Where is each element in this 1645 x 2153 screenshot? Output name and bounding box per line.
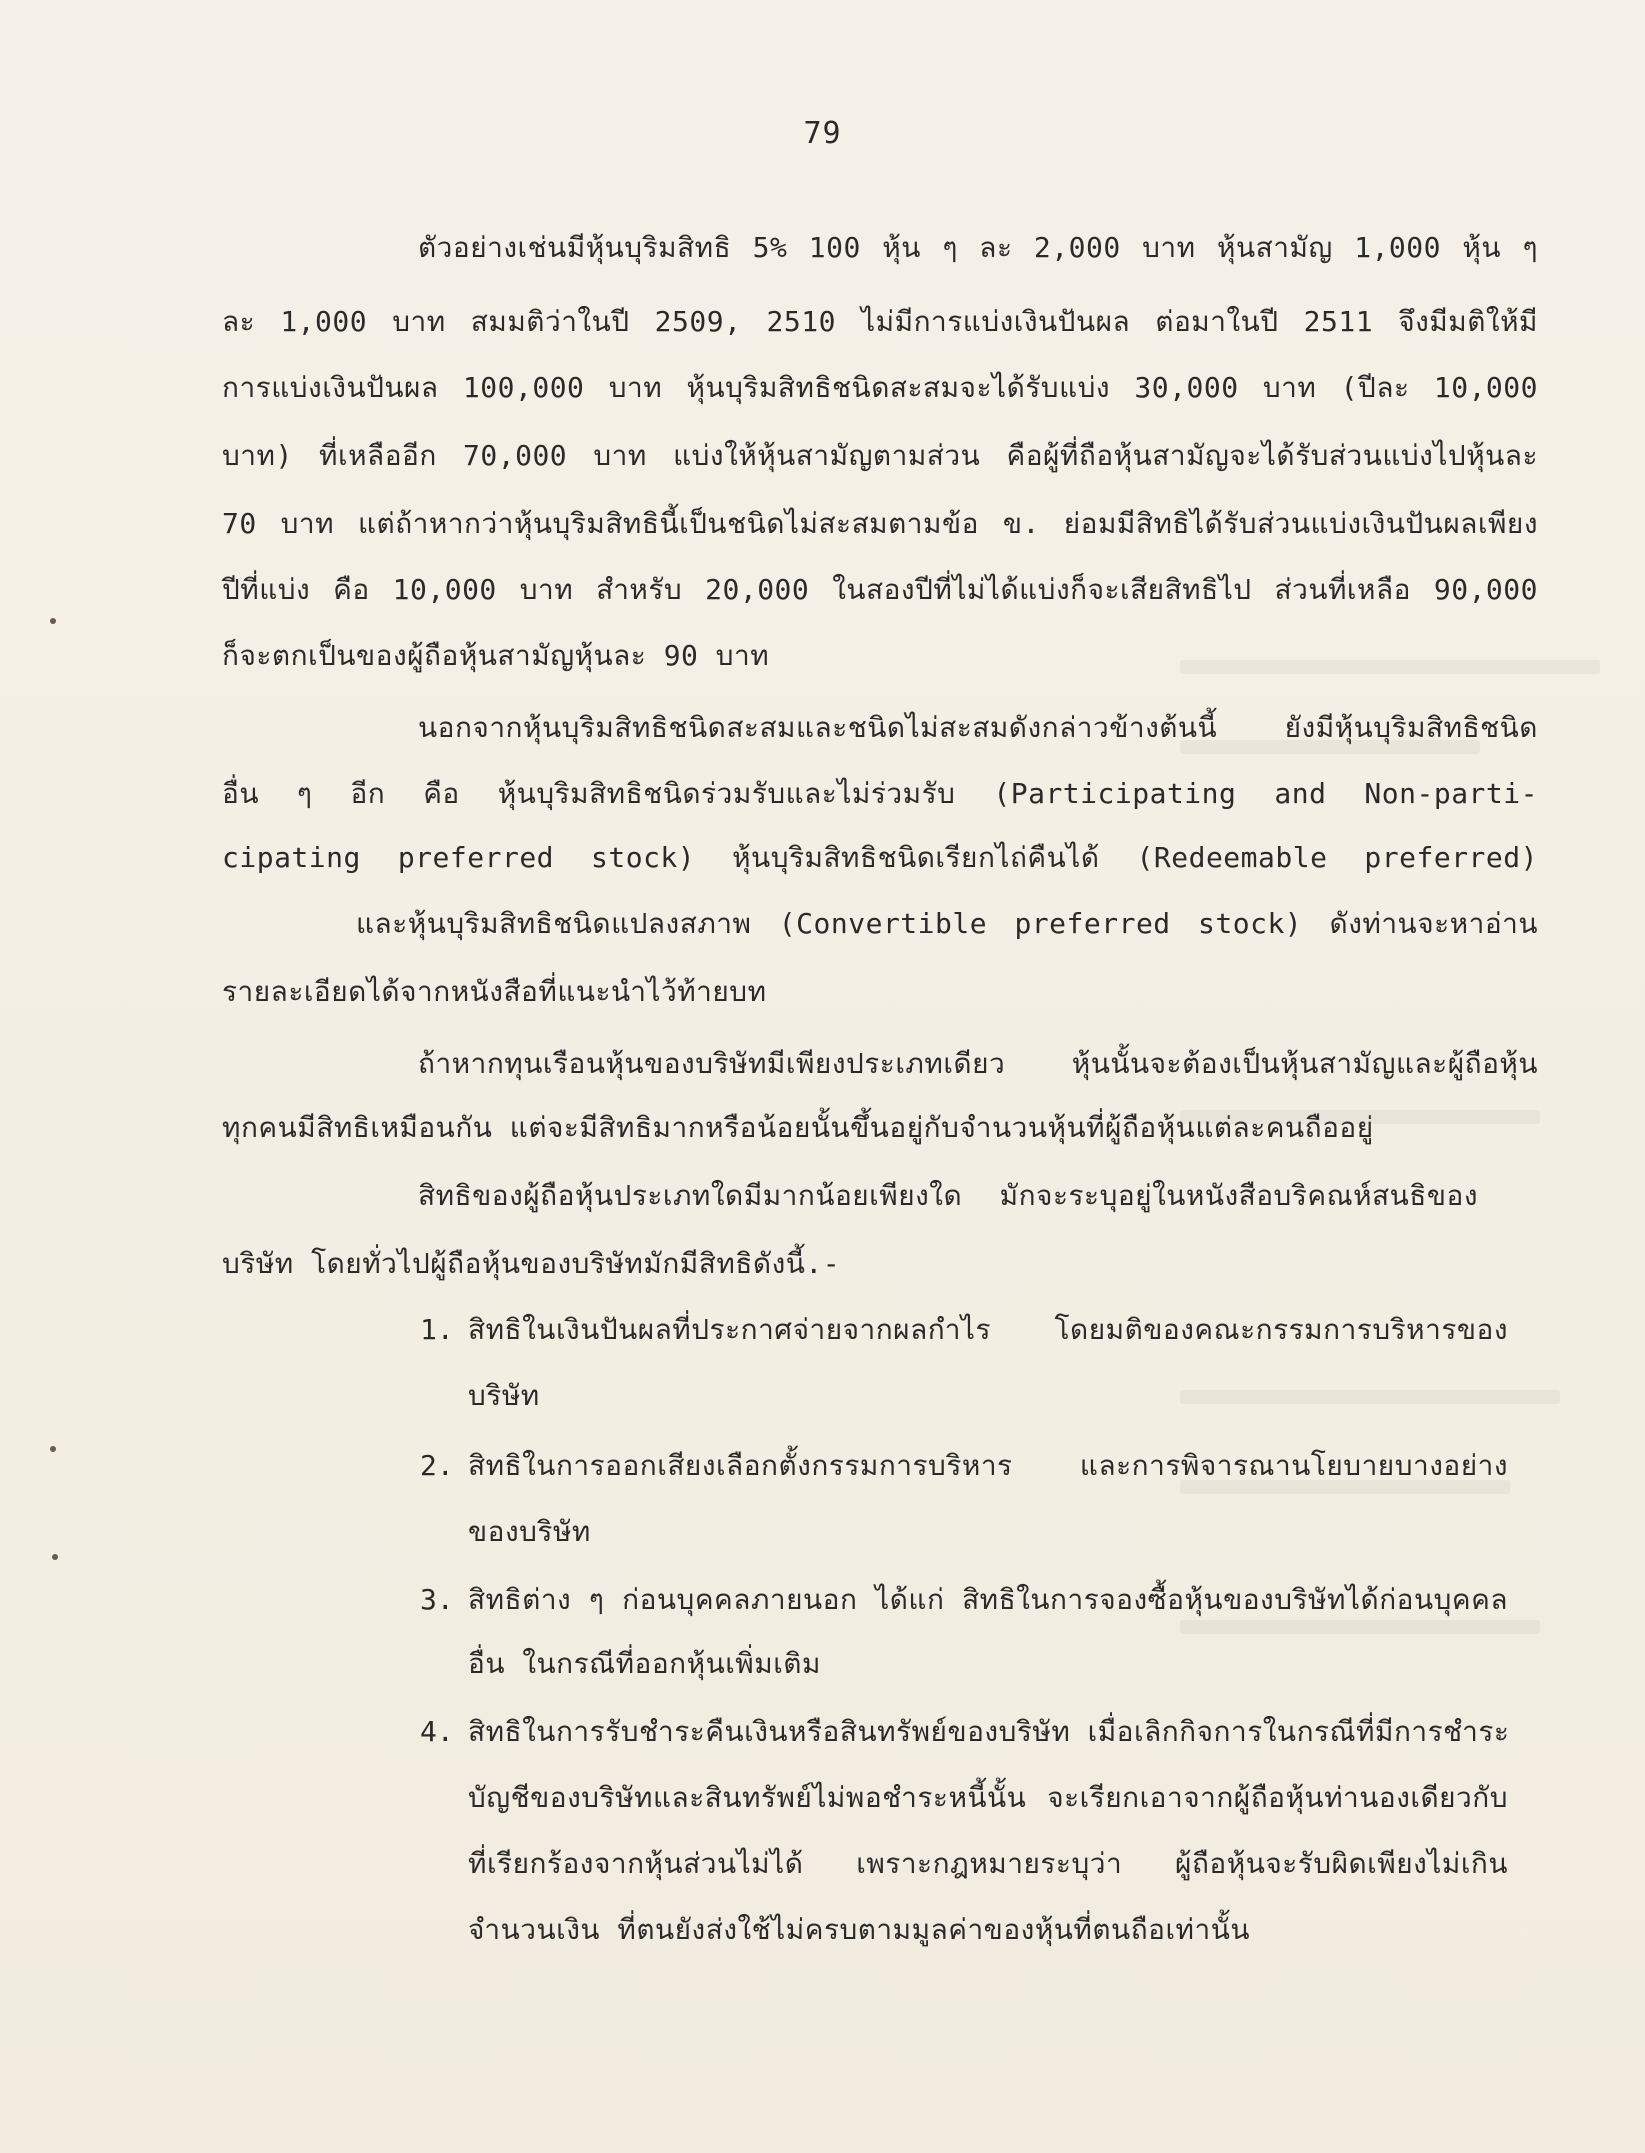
paragraph-1-line-2: ละ 1,000 บาท สมมติว่าในปี 2509, 2510 ไม่มีการแบ่งเงินปันผล ต่อมาในปี 2511 จึงมีมติให้มี <box>222 305 1538 338</box>
margin-mark <box>52 1554 58 1560</box>
list-item-3-line-1: สิทธิต่าง ๆ ก่อนบุคคลภายนอก ได้แก่ สิทธิในการจองซื้อหุ้นของบริษัทได้ก่อนบุคคล <box>468 1583 1508 1616</box>
list-item-4-line-4: จำนวนเงิน ที่ตนยังส่งใช้ไม่ครบตามมูลค่าของหุ้นที่ตนถือเท่านั้น <box>468 1913 1250 1946</box>
paragraph-2-line-5: รายละเอียดได้จากหนังสือที่แนะนำไว้ท้ายบท <box>222 975 767 1008</box>
bleed-through-shadow <box>1180 1390 1560 1404</box>
paragraph-1-line-6: ปีที่แบ่ง คือ 10,000 บาท สำหรับ 20,000 ในสองปีที่ไม่ได้แบ่งก็จะเสียสิทธิไป ส่วนที่เหลือ 90,000 <box>222 573 1538 606</box>
page-number: 79 <box>803 116 842 151</box>
paragraph-1-line-4: บาท) ที่เหลืออีก 70,000 บาท แบ่งให้หุ้นสามัญตามส่วน คือผู้ที่ถือหุ้นสามัญจะได้รับส่วนแบ่งไปหุ้นละ <box>222 439 1538 472</box>
bleed-through-shadow <box>1180 1620 1540 1634</box>
list-item-1-line-2: บริษัท <box>468 1379 540 1412</box>
list-item-3-number: 3. <box>420 1583 454 1616</box>
bleed-through-shadow <box>1180 740 1480 754</box>
paragraph-4-line-1: สิทธิของผู้ถือหุ้นประเภทใดมีมากน้อยเพียงใด มักจะระบุอยู่ในหนังสือบริคณห์สนธิของ <box>418 1179 1478 1212</box>
margin-mark <box>50 1446 56 1452</box>
paragraph-1-line-5: 70 บาท แต่ถ้าหากว่าหุ้นบุริมสิทธินี้เป็นชนิดไม่สะสมตามข้อ ข. ย่อมมีสิทธิได้รับส่วนแบ่งเงินปันผลเพียง <box>222 507 1538 540</box>
bleed-through-shadow <box>1180 1110 1540 1124</box>
list-item-1-line-1: สิทธิในเงินปันผลที่ประกาศจ่ายจากผลกำไร โดยมติของคณะกรรมการบริหารของ <box>468 1313 1508 1346</box>
list-item-2-line-1: สิทธิในการออกเสียงเลือกตั้งกรรมการบริหาร และการพิจารณานโยบายบางอย่าง <box>468 1449 1508 1482</box>
paragraph-1-line-7: ก็จะตกเป็นของผู้ถือหุ้นสามัญหุ้นละ 90 บาท <box>222 639 770 672</box>
bleed-through-shadow <box>1180 660 1600 674</box>
list-item-2-line-2: ของบริษัท <box>468 1515 591 1548</box>
paragraph-2-line-4: และหุ้นบุริมสิทธิชนิดแปลงสภาพ (Convertible preferred stock) ดังท่านจะหาอ่าน <box>356 907 1538 940</box>
paragraph-1-line-3: การแบ่งเงินปันผล 100,000 บาท หุ้นบุริมสิทธิชนิดสะสมจะได้รับแบ่ง 30,000 บาท (ปีละ 10,000 <box>222 371 1538 404</box>
paragraph-3-line-1: ถ้าหากทุนเรือนหุ้นของบริษัทมีเพียงประเภทเดียว หุ้นนั้นจะต้องเป็นหุ้นสามัญและผู้ถือหุ้น <box>418 1047 1538 1080</box>
list-item-3-line-2: อื่น ในกรณีที่ออกหุ้นเพิ่มเติม <box>468 1647 821 1680</box>
list-item-4-line-1: สิทธิในการรับชำระคืนเงินหรือสินทรัพย์ของบริษัท เมื่อเลิกกิจการในกรณีที่มีการชำระ <box>468 1715 1510 1748</box>
paragraph-2-line-1: นอกจากหุ้นบุริมสิทธิชนิดสะสมและชนิดไม่สะสมดังกล่าวข้างต้นนี้ ยังมีหุ้นบุริมสิทธิชนิด <box>418 711 1538 744</box>
list-item-4-number: 4. <box>420 1715 454 1748</box>
list-item-1-number: 1. <box>420 1313 454 1346</box>
paragraph-4-line-2: บริษัท โดยทั่วไปผู้ถือหุ้นของบริษัทมักมีสิทธิดังนี้.- <box>222 1247 841 1280</box>
paragraph-2-line-2: อื่น ๆ อีก คือ หุ้นบุริมสิทธิชนิดร่วมรับและไม่ร่วมรับ (Participating and Non-parti- <box>222 777 1538 810</box>
bleed-through-shadow <box>1180 1480 1510 1494</box>
list-item-4-line-2: บัญชีของบริษัทและสินทรัพย์ไม่พอชำระหนี้นั้น จะเรียกเอาจากผู้ถือหุ้นท่านองเดียวกับ <box>468 1781 1508 1814</box>
paragraph-3-line-2: ทุกคนมีสิทธิเหมือนกัน แต่จะมีสิทธิมากหรือน้อยนั้นขึ้นอยู่กับจำนวนหุ้นที่ผู้ถือหุ้นแต่ละคนถืออยู่ <box>222 1111 1374 1144</box>
list-item-2-number: 2. <box>420 1449 454 1482</box>
paragraph-1-line-1: ตัวอย่างเช่นมีหุ้นบุริมสิทธิ 5% 100 หุ้น ๆ ละ 2,000 บาท หุ้นสามัญ 1,000 หุ้น ๆ <box>418 231 1538 264</box>
paragraph-2-line-3: cipating preferred stock) หุ้นบุริมสิทธิชนิดเรียกไถ่คืนได้ (Redeemable preferred) <box>222 841 1538 874</box>
margin-mark <box>50 618 56 624</box>
list-item-4-line-3: ที่เรียกร้องจากหุ้นส่วนไม่ได้ เพราะกฎหมายระบุว่า ผู้ถือหุ้นจะรับผิดเพียงไม่เกิน <box>468 1847 1508 1880</box>
